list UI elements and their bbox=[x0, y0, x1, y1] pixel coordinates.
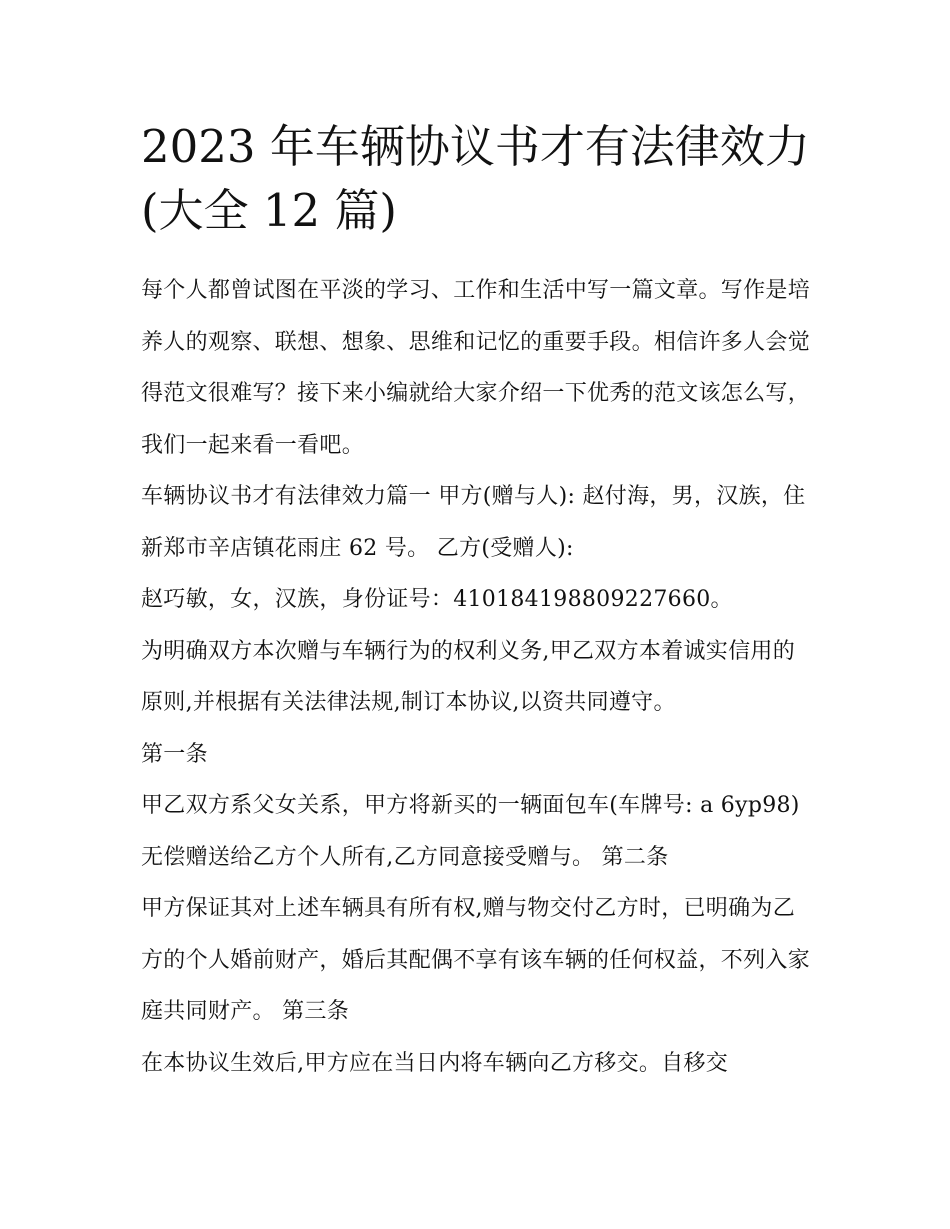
paragraph-article-3: 在本协议生效后,甲方应在当日内将车辆向乙方移交。自移交 bbox=[141, 1050, 729, 1076]
paragraph-article-2: 甲方保证其对上述车辆具有所有权,赠与物交付乙方时，已明确为乙方的个人婚前财产，婚后其配偶不享有该车辆的任何权益，不列入家庭共同财产。 第三条 bbox=[141, 896, 811, 1024]
paragraph-purpose: 为明确双方本次赠与车辆行为的权利义务,甲乙双方本着诚实信用的原则,并根据有关法律法规,制订本协议,以资共同遵守。 bbox=[141, 638, 795, 715]
document-body bbox=[141, 265, 813, 1089]
paragraph-article-1: 甲乙双方系父女关系，甲方将新买的一辆面包车(车牌号: a 6yp98)无偿赠送给乙方个人所有,乙方同意接受赠与。 第二条 bbox=[141, 793, 800, 870]
article-heading-1: 第一条 bbox=[141, 741, 208, 767]
paragraph-parties-a: 车辆协议书才有法律效力篇一 甲方(赠与人): 赵付海，男，汉族，住新郑市辛店镇花雨庄 62 号。 乙方(受赠人): bbox=[141, 484, 806, 561]
paragraph-parties-b: 赵巧敏，女，汉族，身份证号：410184198809227660。 bbox=[141, 587, 733, 612]
document-page bbox=[141, 115, 813, 1089]
document-title: 2023 年车辆协议书才有法律效力(大全 12 篇) bbox=[141, 120, 810, 237]
paragraph-intro: 每个人都曾试图在平淡的学习、工作和生活中写一篇文章。写作是培养人的观察、联想、想象、思维和记忆的重要手段。相信许多人会觉得范文很难写？接下来小编就给大家介绍一下优秀的范文该怎么写，我们一起来看一看吧。 bbox=[141, 278, 811, 458]
